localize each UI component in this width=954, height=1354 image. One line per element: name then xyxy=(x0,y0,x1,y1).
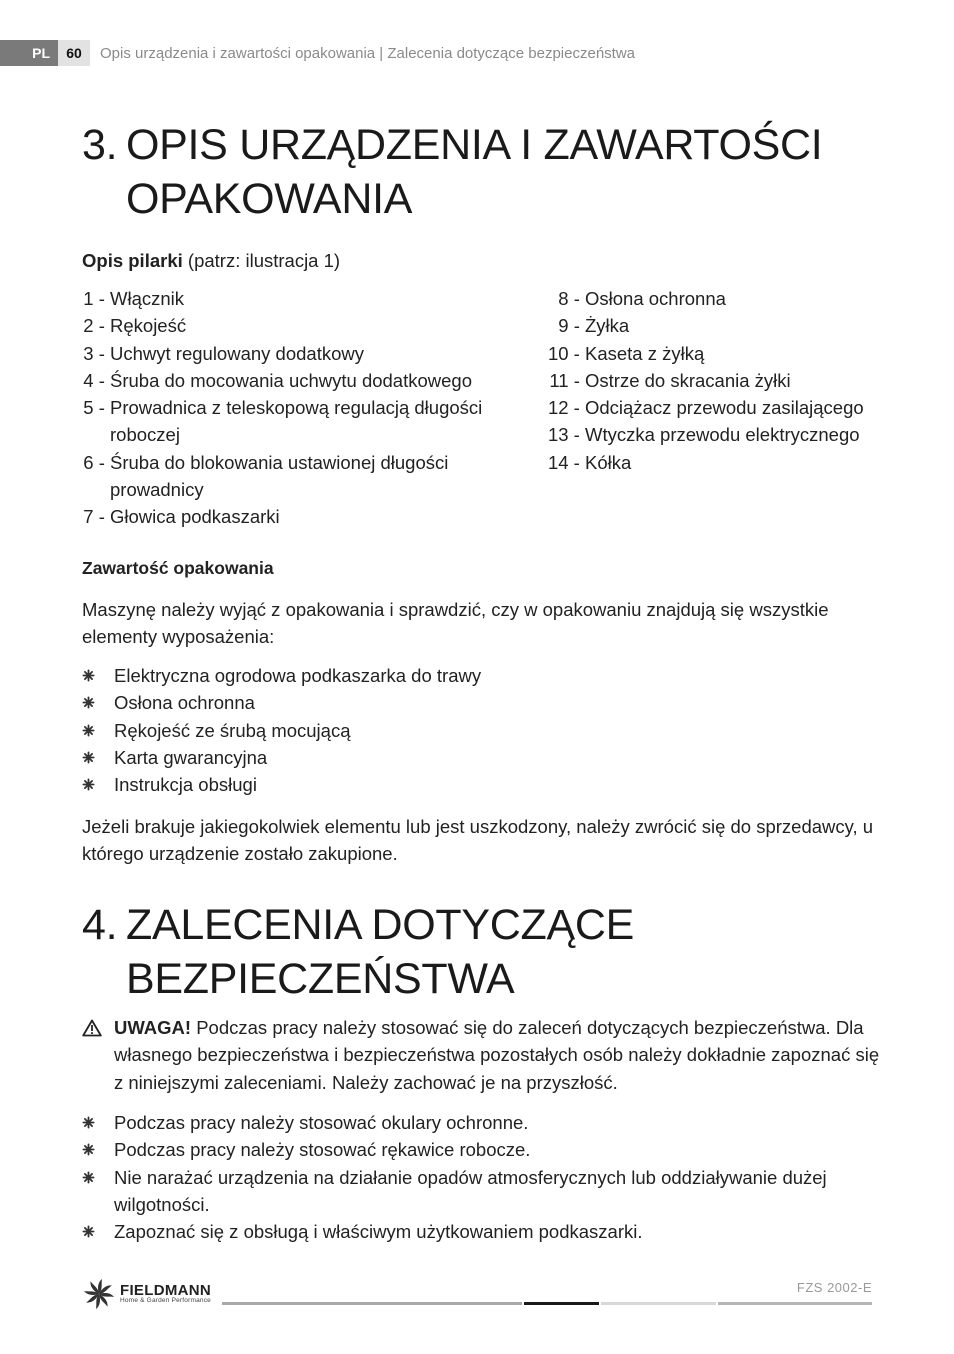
part-number: 4 - xyxy=(83,369,110,391)
bullet-flower-icon xyxy=(82,717,114,744)
part-label: Prowadnica z teleskopową regulacją długości roboczej xyxy=(110,397,483,446)
part-item xyxy=(547,340,887,367)
part-item xyxy=(547,421,887,448)
list-item xyxy=(82,1218,882,1245)
section-3-title xyxy=(82,118,822,226)
footer-line-4 xyxy=(718,1302,872,1305)
contents-list xyxy=(82,662,882,798)
section-3-title-line2: OPAKOWANIA xyxy=(126,175,413,223)
bullet-flower-icon xyxy=(82,1164,114,1191)
warning-block xyxy=(82,1014,882,1096)
part-number: 5 - xyxy=(83,397,110,419)
part-label: Wtyczka przewodu elektrycznego xyxy=(585,424,860,446)
part-item xyxy=(82,312,512,339)
brand-logo xyxy=(82,1278,211,1310)
section-4-number: 4. xyxy=(82,901,118,949)
part-number: 3 - xyxy=(83,342,110,364)
part-label: Kółka xyxy=(585,451,632,473)
footer-line-3 xyxy=(601,1302,716,1305)
list-item-text: Instrukcja obsługi xyxy=(114,774,257,796)
running-title: Opis urządzenia i zawartości opakowania | Zalecenia dotyczące bezpieczeństwa xyxy=(100,44,636,62)
list-item xyxy=(82,689,882,716)
part-label: Śruba do mocowania uchwytu dodatkowego xyxy=(110,369,473,391)
part-label: Uchwyt regulowany dodatkowy xyxy=(110,342,364,364)
list-item-text: Podczas pracy należy stosować okulary ochronne. xyxy=(114,1112,529,1133)
part-number: 7 - xyxy=(83,506,110,528)
bullet-flower-icon xyxy=(82,689,114,716)
brand-name: FIELDMANN xyxy=(120,1282,212,1300)
bullet-flower-icon xyxy=(82,744,114,771)
part-number: 6 - xyxy=(83,451,110,473)
parts-list-left xyxy=(82,285,512,531)
part-number: 10 - xyxy=(547,342,585,364)
part-number: 2 - xyxy=(83,315,110,337)
part-item xyxy=(82,340,512,367)
list-item xyxy=(82,1164,882,1219)
brand-tagline: Home & Garden Performance xyxy=(120,1297,211,1305)
part-label: Odciążacz przewodu zasilającego xyxy=(585,397,864,419)
part-label: Ostrze do skracania żyłki xyxy=(585,369,791,391)
list-item-text: Zapoznać się z obsługą i właściwym użytkowaniem podkaszarki. xyxy=(114,1221,643,1243)
list-item-text: Osłona ochronna xyxy=(114,692,255,714)
contents-heading: Zawartość opakowania xyxy=(82,558,274,578)
bullet-flower-icon xyxy=(82,1136,114,1163)
bullet-flower-icon xyxy=(82,1109,114,1136)
list-item xyxy=(82,717,882,744)
part-label: Osłona ochronna xyxy=(585,288,726,309)
list-item-text: Rękojeść ze śrubą mocującą xyxy=(114,719,351,741)
part-number: 12 - xyxy=(547,397,585,419)
parts-list-right xyxy=(547,285,887,476)
part-number: 1 - xyxy=(83,288,110,309)
part-number: 14 - xyxy=(547,451,585,473)
bullet-flower-icon xyxy=(82,1218,114,1245)
contents-intro: Maszynę należy wyjąć z opakowania i sprawdzić, czy w opakowaniu znajdują się wszystkie elementy wyposażenia: xyxy=(82,599,829,648)
part-label: Żyłka xyxy=(585,315,630,337)
part-label: Głowica podkaszarki xyxy=(110,506,280,528)
section-4-title-line1: ZALECENIA DOTYCZĄCE xyxy=(126,901,635,949)
part-item xyxy=(82,449,512,504)
page-header xyxy=(0,40,635,66)
page-number: 60 xyxy=(58,40,90,66)
warning-label: UWAGA! xyxy=(114,1017,192,1038)
part-number: 11 - xyxy=(549,369,585,391)
part-item xyxy=(547,367,887,394)
list-item xyxy=(82,744,882,771)
section-4-title xyxy=(82,898,634,1006)
safety-list xyxy=(82,1109,882,1245)
description-ref: (patrz: ilustracja 1) xyxy=(182,250,341,271)
contents-note: Jeżeli brakuje jakiegokolwiek elementu lub jest uszkodzony, należy zwrócić się do sprzedawcy, u którego urządzenie zostało zakupione. xyxy=(82,816,874,865)
description-heading-bold: Opis pilarki xyxy=(82,250,183,271)
list-item xyxy=(82,1136,882,1163)
page-footer xyxy=(82,1278,872,1310)
part-number: 8 - xyxy=(558,288,585,309)
warning-triangle-icon xyxy=(82,1014,114,1096)
footer-line-1 xyxy=(222,1302,522,1305)
model-number: FZS 2002-E xyxy=(796,1280,872,1295)
language-tag: PL xyxy=(0,40,58,66)
list-item xyxy=(82,771,882,798)
part-label: Kaseta z żyłką xyxy=(585,342,705,364)
list-item-text: Elektryczna ogrodowa podkaszarka do trawy xyxy=(114,665,482,686)
part-item xyxy=(547,449,887,476)
part-item xyxy=(82,285,512,312)
part-item xyxy=(82,394,512,449)
part-label: Rękojeść xyxy=(110,315,187,337)
part-number: 13 - xyxy=(547,424,585,446)
fan-logo-icon xyxy=(82,1278,116,1310)
list-item-text: Nie narażać urządzenia na działanie opadów atmosferycznych lub oddziaływanie dużej wilgotności. xyxy=(114,1166,827,1215)
part-item xyxy=(547,285,887,312)
part-item xyxy=(547,394,887,421)
description-heading xyxy=(82,247,340,274)
footer-line-2 xyxy=(524,1302,599,1305)
part-label: Śruba do blokowania ustawionej długości prowadnicy xyxy=(110,451,449,501)
part-item xyxy=(82,503,512,530)
list-item-text: Podczas pracy należy stosować rękawice robocze. xyxy=(114,1139,531,1161)
part-item xyxy=(547,312,887,339)
warning-body: Podczas pracy należy stosować się do zaleceń dotyczących bezpieczeństwa. Dla własnego bezpieczeństwa i bezpieczeństwa pozostałych osób należy dokładnie zapoznać się z niniejszymi zaleceniami. Należy zachować je na przyszłość. xyxy=(114,1017,880,1093)
list-item xyxy=(82,1109,882,1136)
bullet-flower-icon xyxy=(82,771,114,798)
bullet-flower-icon xyxy=(82,662,114,689)
section-3-number: 3. xyxy=(82,121,118,169)
list-item-text: Karta gwarancyjna xyxy=(114,746,268,768)
section-3-title-line1: OPIS URZĄDZENIA I ZAWARTOŚCI xyxy=(126,121,823,169)
section-4-title-line2: BEZPIECZEŃSTWA xyxy=(126,955,515,1003)
list-item xyxy=(82,662,882,689)
part-item xyxy=(82,367,512,394)
warning-text xyxy=(114,1014,882,1096)
part-number: 9 - xyxy=(558,315,585,337)
part-label: Włącznik xyxy=(110,288,185,309)
